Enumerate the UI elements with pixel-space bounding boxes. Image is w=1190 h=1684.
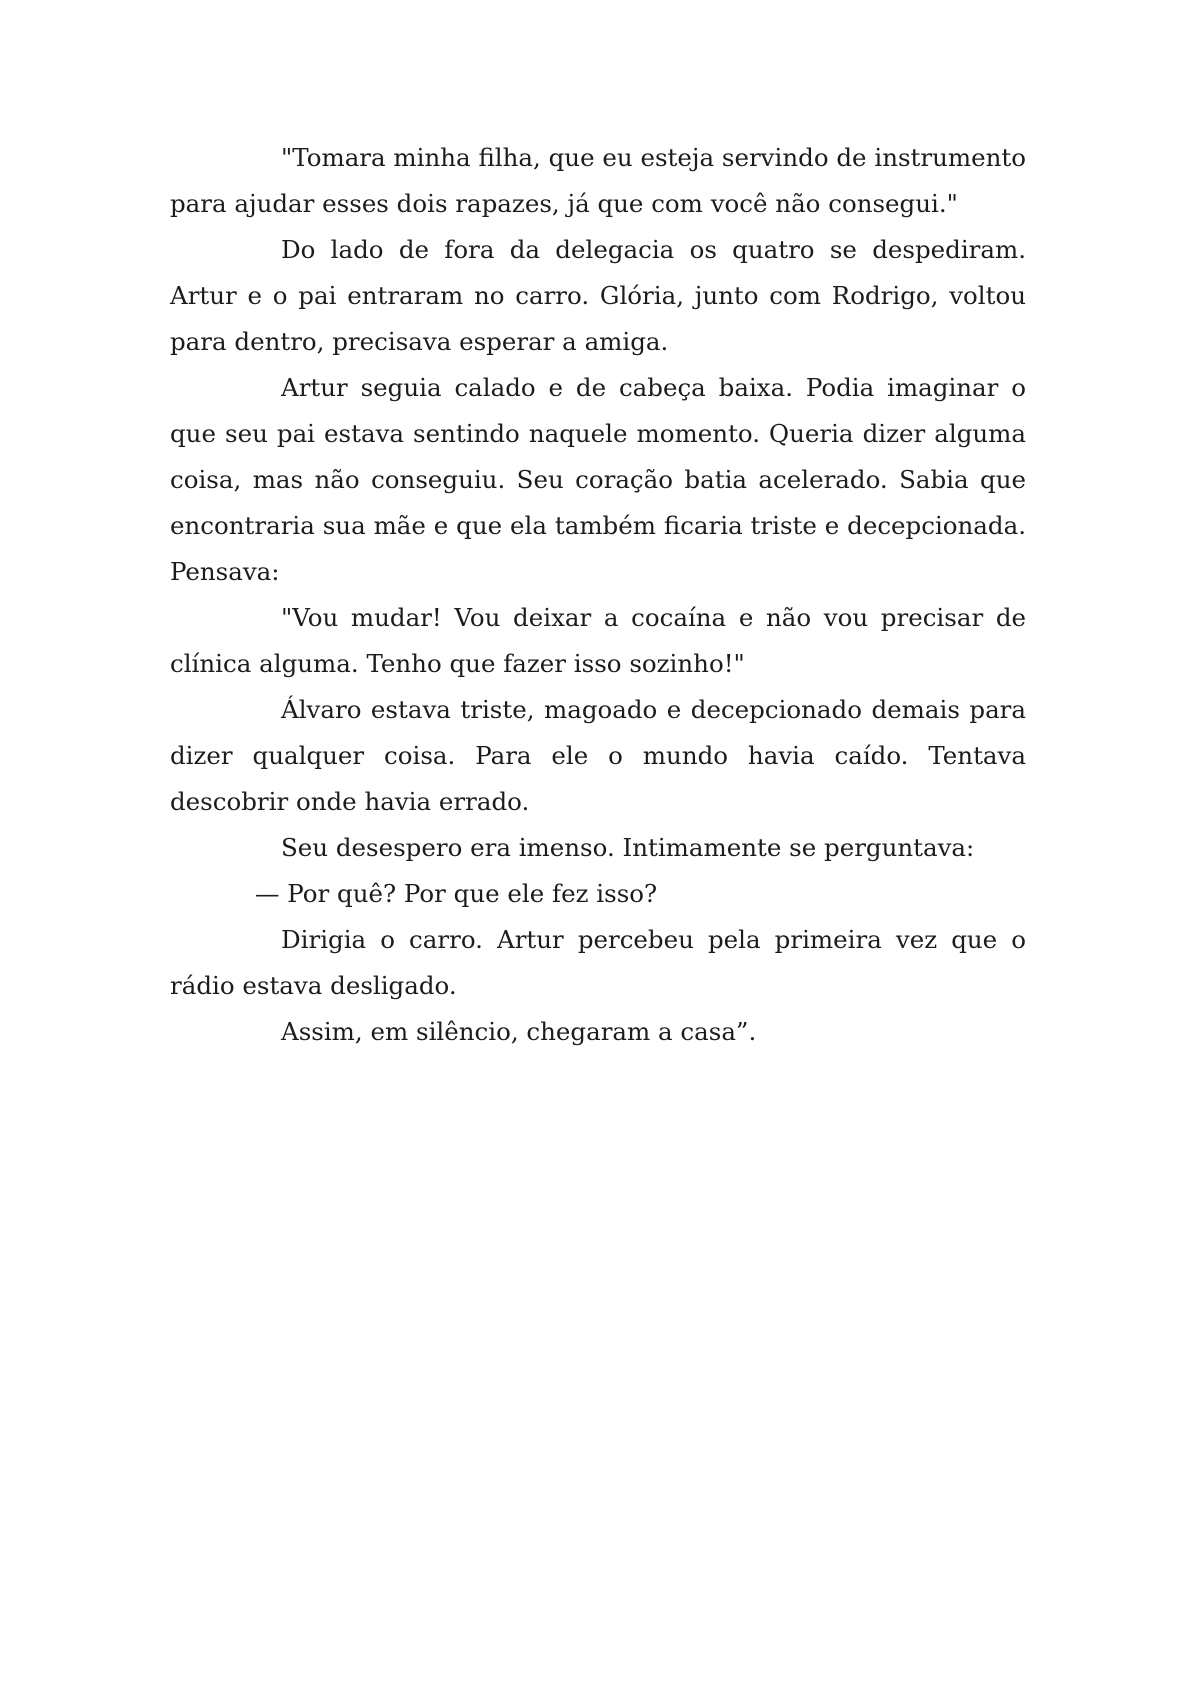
paragraph-6: Seu desespero era imenso. Intimamente se perguntava:	[281, 833, 975, 862]
paragraph-4: "Vou mudar! Vou deixar a cocaína e não vou precisar de clínica alguma. Tenho que fazer isso sozinho!"	[170, 603, 1026, 678]
paragraph-1: "Tomara minha filha, que eu esteja servindo de instrumento para ajudar esses dois rapazes, já que com você não consegui."	[170, 143, 1026, 218]
paragraph-2: Do lado de fora da delegacia os quatro se despediram. Artur e o pai entraram no carro. Glória, junto com Rodrigo, voltou para dentro, precisava esperar a amiga.	[170, 235, 1026, 356]
body-text	[170, 135, 1026, 1055]
paragraph-9: Assim, em silêncio, chegaram a casa”.	[281, 1017, 757, 1046]
paragraph-5: Álvaro estava triste, magoado e decepcionado demais para dizer qualquer coisa. Para ele o mundo havia caído. Tentava descobrir onde havia errado.	[170, 695, 1026, 816]
dialogue-line: — Por quê? Por que ele fez isso?	[255, 879, 658, 908]
paragraph-8: Dirigia o carro. Artur percebeu pela primeira vez que o rádio estava desligado.	[170, 925, 1026, 1000]
paragraph-3: Artur seguia calado e de cabeça baixa. Podia imaginar o que seu pai estava sentindo naquele momento. Queria dizer alguma coisa, mas não conseguiu. Seu coração batia acelerado. Sabia que encontraria sua mãe e que ela também ficaria triste e decepcionada. Pensava:	[170, 373, 1026, 586]
